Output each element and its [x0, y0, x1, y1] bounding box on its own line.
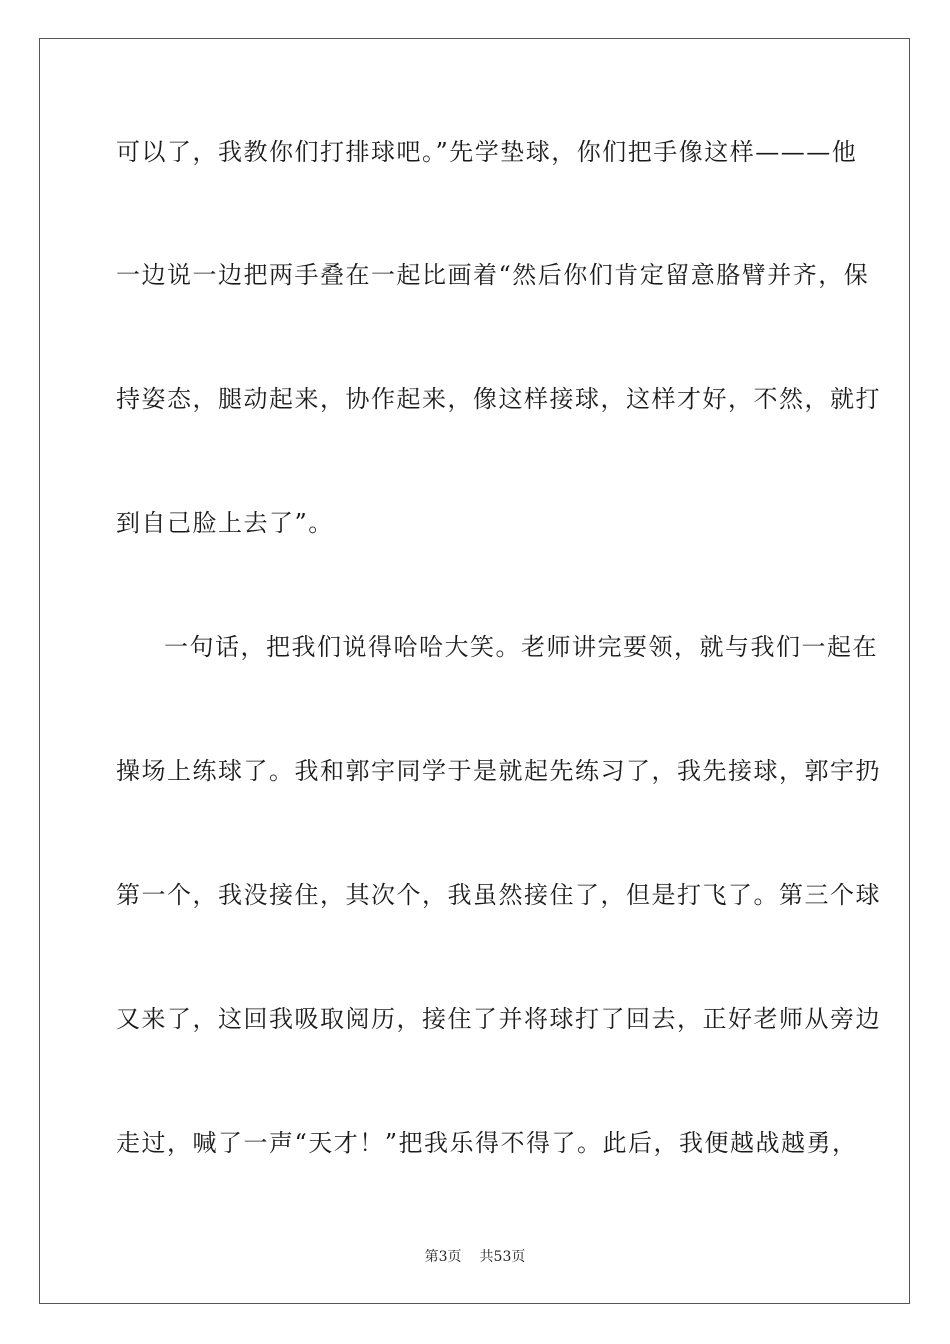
page-border: [39, 38, 910, 1304]
page-footer: [0, 1248, 950, 1266]
text-line: 一边说一边把两手叠在一起比画着“然后你们肯定留意胳臂并齐，保: [116, 261, 870, 289]
text-line: 第一个，我没接住，其次个，我虽然接住了，但是打飞了。第三个球: [116, 881, 881, 909]
page-total: 共53页: [479, 1249, 526, 1265]
text-line: 持姿态，腿动起来，协作起来，像这样接球，这样才好，不然，就打: [116, 385, 881, 413]
page-number: 第3页: [424, 1249, 462, 1265]
text-line: 又来了，这回我吸取阅历，接住了并将球打了回去，正好老师从旁边: [116, 1005, 881, 1033]
text-line: 可以了，我教你们打排球吧。”先学垫球，你们把手像这样———他: [116, 138, 858, 166]
text-line: 走过，喊了一声“天才！”把我乐得不得了。此后，我便越战越勇，: [116, 1129, 858, 1157]
paragraph-first-line: 一句话，把我们说得哈哈大笑。老师讲完要领，就与我们一起在: [164, 633, 878, 661]
text-line: 到自己脸上去了”。: [116, 509, 334, 537]
text-line: 操场上练球了。我和郭宇同学于是就起先练习了，我先接球，郭宇扔: [116, 757, 881, 785]
